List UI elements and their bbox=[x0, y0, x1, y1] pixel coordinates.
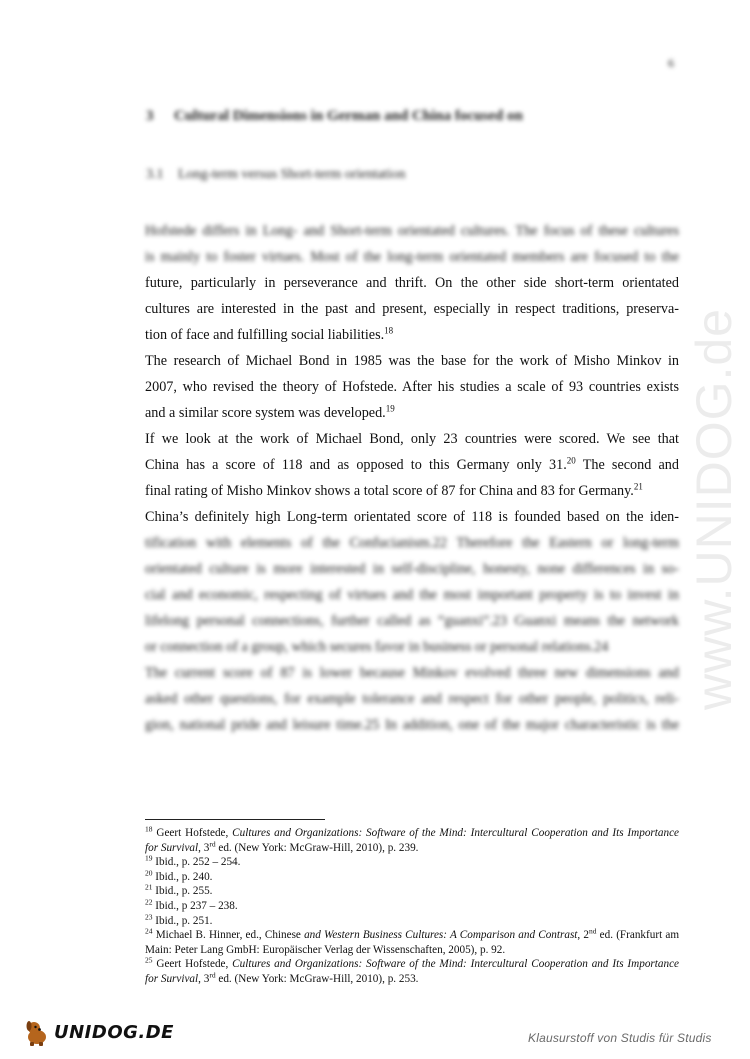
paragraph-line: If we look at the work of Michael Bond, only 23 countries were scored. We see that bbox=[145, 431, 679, 447]
footnote-divider bbox=[145, 819, 325, 820]
blurred-line: gion, national pride and leisure time.25 In addition, one of the major characteristic is the bbox=[145, 717, 679, 733]
page-number: 6 bbox=[668, 56, 674, 70]
footnote: $^{25}$ Geert Hofstede, Cultures and Organizations: Software of the Mind: Intercultural Cooperation and Its Importance for Survival, 3rd ed. (New York: McGraw-Hill, 2010), p. 253. bbox=[145, 955, 679, 985]
unidog-logo[interactable] bbox=[22, 1017, 174, 1047]
dog-mascot-icon bbox=[22, 1017, 52, 1047]
subsection-number: 3.1 bbox=[146, 167, 164, 182]
footnote: $^{24}$ Michael B. Hinner, ed., Chinese and Western Business Cultures: A Comparison and Contrast, 2nd ed. (Frankfurt am Main: Peter Lang GmbH: Europäischer Verlag der Wissenschaften, 2005), p. 92. bbox=[145, 926, 680, 956]
subsection-heading bbox=[146, 167, 405, 183]
blurred-line: Hofstede differs in Long- and Short-term orientated cultures. The focus of these cultures bbox=[145, 223, 679, 239]
section-number: 3 bbox=[146, 108, 154, 124]
footnote: $^{22}$ Ibid., p 237 – 238. bbox=[145, 897, 238, 912]
blurred-line: cial and economic, respecting of virtues and the most important property is to invest in bbox=[145, 587, 679, 603]
paragraph-line: tion of face and fulfilling social liabilities.$^{18}$ bbox=[145, 325, 394, 343]
blurred-line: lifelong personal connections, further called as “guanxi”.23 Guanxi means the network bbox=[145, 613, 679, 629]
paragraph-line: The research of Michael Bond in 1985 was the base for the work of Misho Minkov in bbox=[145, 353, 679, 369]
paragraph-line: and a similar score system was developed.$^{19}$ bbox=[145, 403, 395, 421]
subsection-title: Long-term versus Short-term orientation bbox=[178, 167, 406, 182]
footer-slogan: Klausurstoff von Studis für Studis bbox=[528, 1031, 712, 1045]
paragraph-line: cultures are interested in the past and present, especially in respect traditions, preserva- bbox=[145, 301, 679, 317]
paragraph-line: China has a score of 118 and as opposed to this Germany only 31.20 The second and bbox=[145, 455, 679, 473]
footnote-ref[interactable]: 21 bbox=[633, 481, 643, 492]
section-title: Cultural Dimensions in German and China focused on bbox=[174, 108, 523, 124]
footnote: $^{21}$ Ibid., p. 255. bbox=[145, 882, 213, 898]
blurred-line: orientated culture is more interested in self-discipline, honesty, none differences in so- bbox=[145, 561, 679, 577]
section-heading bbox=[146, 108, 523, 125]
footnote-ref[interactable]: 20 bbox=[566, 455, 576, 466]
paragraph-line: 2007, who revised the theory of Hofstede. After his studies a scale of 93 countries exists bbox=[145, 379, 679, 395]
paragraph-line: future, particularly in perseverance and thrift. On the other side short-term orientated bbox=[145, 275, 679, 291]
paragraph-line: China’s definitely high Long-term orientated score of 118 is founded based on the iden- bbox=[145, 509, 679, 525]
paragraph-line: final rating of Misho Minkov shows a total score of 87 for China and 83 for Germany.$^{21}$ bbox=[145, 481, 643, 499]
watermark: www.UNIDOG.de bbox=[686, 308, 742, 710]
blurred-line: tification with elements of the Confucianism.22 Therefore the Eastern or long-term bbox=[145, 535, 679, 551]
blurred-line: asked other questions, for example tolerance and respect for other people, politics, reli- bbox=[145, 691, 679, 707]
body-text bbox=[145, 218, 679, 738]
footnote: $^{18}$ Geert Hofstede, Cultures and Organizations: Software of the Mind: Intercultural Cooperation and Its Importance for Survival, 3rd ed. (New York: McGraw-Hill, 2010), p. 239. bbox=[145, 824, 679, 854]
footnote: $^{19}$ Ibid., p. 252 – 254. bbox=[145, 853, 241, 869]
footnote: $^{23}$ Ibid., p. 251. bbox=[145, 911, 213, 927]
blurred-line: The current score of 87 is lower because Minkov evolved three new dimensions and bbox=[145, 665, 679, 681]
footnote-ref[interactable]: 19 bbox=[385, 403, 395, 414]
footnote: $^{20}$ Ibid., p. 240. bbox=[145, 868, 213, 883]
logo-text: UNIDOG.DE bbox=[54, 1021, 174, 1043]
blurred-line: is mainly to foster virtues. Most of the long-term orientated members are focused to the bbox=[145, 249, 679, 265]
blurred-line: or connection of a group, which secures favor in business or personal relations.24 bbox=[145, 639, 609, 655]
footnote-ref[interactable]: 18 bbox=[384, 325, 394, 336]
footnotes bbox=[145, 826, 679, 987]
